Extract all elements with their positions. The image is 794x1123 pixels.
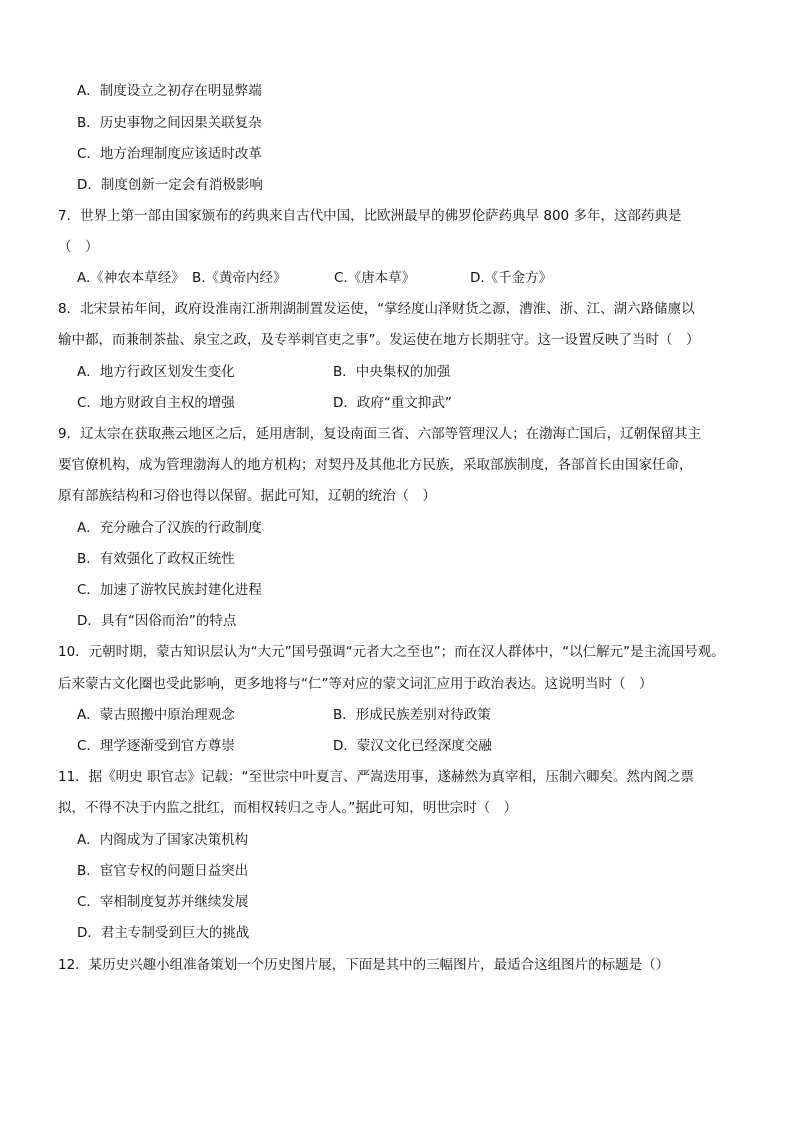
q11-option-a: A．内阁成为了国家决策机构 xyxy=(77,832,249,848)
q10-stem-line1: 10．元朝时期，蒙古知识层认为“大元”国号强调“元者大之至也”；而在汉人群体中，“以仁解元”是主流国号观。 xyxy=(58,644,725,660)
q9-option-b: B．有效强化了政权正统性 xyxy=(77,551,235,567)
q9-stem-line2: 要官僚机构，成为管理渤海人的地方机构；对契丹及其他北方民族，采取部族制度，各部首长由国家任命， xyxy=(58,457,693,473)
q10-option-a: A．蒙古照搬中原治理观念 xyxy=(77,707,235,723)
q8-option-c: C．地方财政自主权的增强 xyxy=(77,395,235,411)
q6-option-a: A．制度设立之初存在明显弊端 xyxy=(77,83,262,99)
q11-option-b: B．宦官专权的问题日益突出 xyxy=(77,863,249,879)
q10-stem-line2: 后来蒙古文化圈也受此影响，更多地将与“仁”等对应的蒙文词汇应用于政治表达。这说明当时（ ） xyxy=(58,676,653,692)
q10-option-b: B．形成民族差别对待政策 xyxy=(333,707,491,723)
q11-option-c: C．宰相制度复苏并继续发展 xyxy=(77,894,249,910)
q8-option-d: D．政府“重文抑武” xyxy=(333,395,452,411)
q12-stem-line1: 12．某历史兴趣小组准备策划一个历史图片展，下面是其中的三幅图片，最适合这组图片的标题是（） xyxy=(58,957,670,973)
q9-stem-line3: 原有部族结构和习俗也得以保留。据此可知，辽朝的统治（ ） xyxy=(58,488,436,504)
q8-stem-line1: 8．北宋景祐年间，政府设淮南江浙荆湖制置发运使，“掌经度山泽财货之源，漕淮、浙、江、湖六路储廪以 xyxy=(58,301,695,317)
q7-stem-line1: 7．世界上第一部由国家颁布的药典来自古代中国，比欧洲最早的佛罗伦萨药典早 800 多年，这部药典是 xyxy=(58,208,682,224)
q8-stem-line2: 输中都，而兼制茶盐、泉宝之政，及专举刺官吏之事”。发运使在地方长期驻守。这一设置反映了当时（ ） xyxy=(58,332,700,348)
q9-option-d: D．具有“因俗而治”的特点 xyxy=(77,613,237,629)
q7-option-b: B.《黄帝内经》 xyxy=(192,270,287,286)
q7-stem-line2: （ ） xyxy=(58,239,99,255)
q7-option-c: C.《唐本草》 xyxy=(334,270,416,286)
q8-option-b: B．中央集权的加强 xyxy=(333,364,451,380)
q11-option-d: D．君主专制受到巨大的挑战 xyxy=(77,925,250,941)
q6-option-d: D．制度创新一定会有消极影响 xyxy=(77,177,263,193)
q6-option-b: B．历史事物之间因果关联复杂 xyxy=(77,115,262,131)
q11-stem-line2: 拟，不得不决于内监之批红，而相权转归之寺人。”据此可知，明世宗时（ ） xyxy=(58,800,518,816)
q11-stem-line1: 11．据《明史 职官志》记载：“至世宗中叶夏言、严嵩迭用事，遂赫然为真宰相，压制六卿矣。然内阁之票 xyxy=(58,769,694,785)
q6-option-c: C．地方治理制度应该适时改革 xyxy=(77,146,262,162)
q9-stem-line1: 9．辽太宗在获取燕云地区之后，延用唐制，复设南面三省、六部等管理汉人；在渤海亡国后，辽朝保留其主 xyxy=(58,426,702,442)
q8-option-a: A．地方行政区划发生变化 xyxy=(77,364,235,380)
q7-option-a: A.《神农本草经》 xyxy=(77,270,185,286)
q9-option-c: C．加速了游牧民族封建化进程 xyxy=(77,582,262,598)
q9-option-a: A．充分融合了汉族的行政制度 xyxy=(77,520,262,536)
q7-option-d: D.《千金方》 xyxy=(470,270,553,286)
q10-option-d: D．蒙汉文化已经深度交融 xyxy=(333,738,492,754)
q10-option-c: C．理学逐渐受到官方尊崇 xyxy=(77,738,235,754)
